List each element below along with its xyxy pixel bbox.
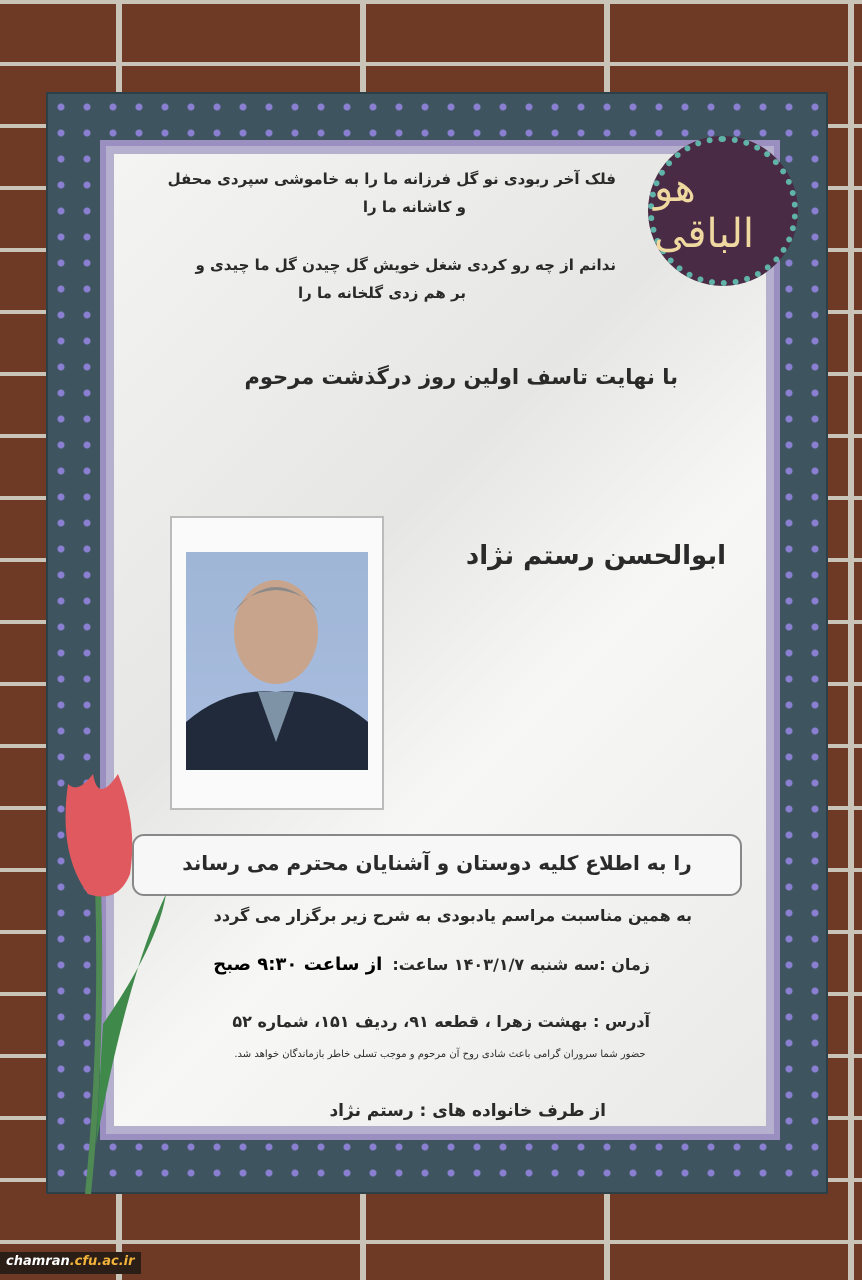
heading: با نهایت تاسف اولین روز درگذشت مرحوم (244, 365, 678, 389)
poem-line-2: و کاشانه ما را (362, 198, 466, 216)
poem-line-3: ندانم از چه رو کردی شغل خویش گل چیدن گل ما چیدی و (195, 256, 616, 274)
address: آدرس : بهشت زهرا ، قطعه ۹۱، ردیف ۱۵۱، شماره ۵۲ (232, 1012, 650, 1031)
deceased-photo (186, 552, 368, 770)
poster-paper (114, 154, 766, 1126)
memorial-poster (46, 92, 828, 1194)
ceremony-text: به همین مناسبت مراسم یادبودی به شرح زیر برگزار می گردد (213, 906, 692, 925)
time-label: زمان :سه شنبه ۱۴۰۳/۱/۷ ساعت: (392, 955, 650, 974)
attendance-note: حضور شما سروران گرامی باعث شادی روح آن مرحوم و موجب تسلی خاطر بازماندگان خواهد شد. (234, 1049, 646, 1060)
family-signature: از طرف خانواده های : رستم نژاد (329, 1101, 606, 1121)
tulip-icon (48, 764, 178, 1194)
announcement-box (132, 834, 742, 896)
announcement: را به اطلاع کلیه دوستان و آشنایان محترم می رساند (182, 851, 692, 875)
hu-al-baqi-logo (648, 136, 798, 286)
portrait-icon (186, 552, 368, 770)
logo-text: هو الباقی (654, 165, 755, 257)
photo-frame (170, 516, 384, 810)
deceased-name: ابوالحسن رستم نژاد (465, 541, 726, 571)
time-row (213, 954, 650, 975)
poster-frame (100, 140, 780, 1140)
time-value: از ساعت ۹:۳۰ صبح (213, 954, 383, 975)
watermark (0, 1252, 141, 1274)
watermark-domain: chamran (6, 1254, 70, 1269)
poem-line-1: فلک آخر ربودی نو گل فرزانه ما را به خاموشی سپردی محفل (167, 170, 616, 188)
poem-line-4: بر هم زدی گلخانه ما را (297, 284, 466, 302)
watermark-suffix: .cfu.ac.ir (69, 1254, 135, 1269)
